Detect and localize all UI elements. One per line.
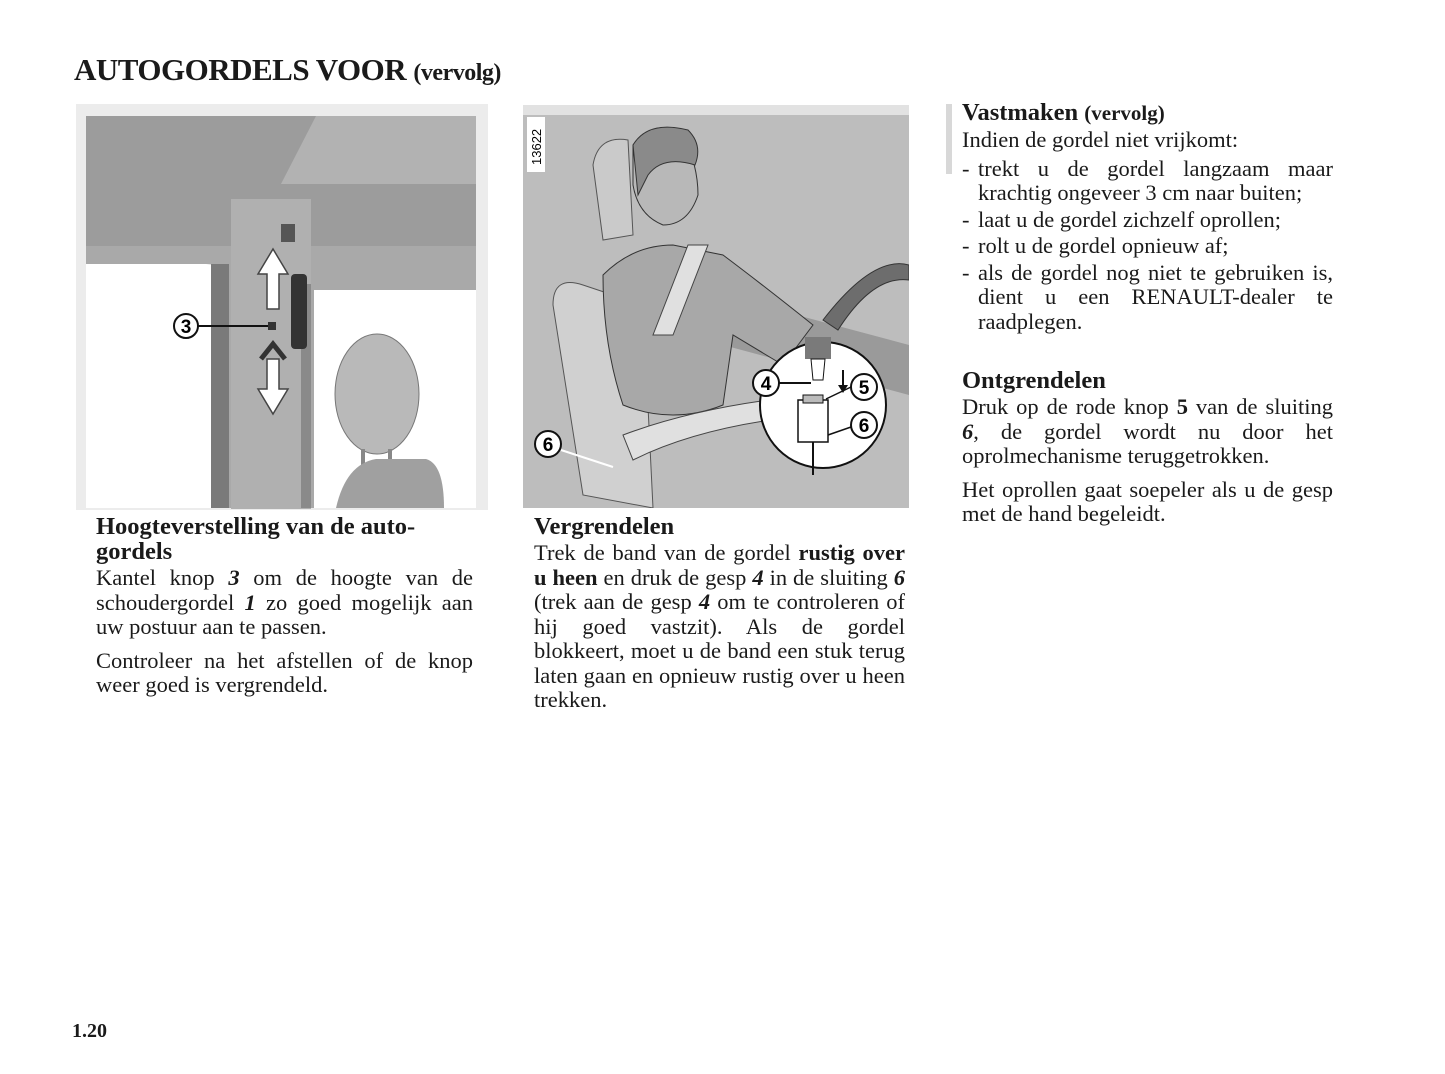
section-locking [534,514,905,722]
text: zo goed mogelijk aan uw postuur aan te passen. [96,589,473,639]
section-height-adjustment [96,514,473,707]
text: om te controleren of hij goed vastzit). Als de gordel blokkeert, moet u de band een stuk terug laten gaan en opnieuw rustig over u heen trekken. [534,589,905,712]
heading-line: Hoogteverstelling van de auto- [96,513,416,540]
ref-number: 6 [962,418,974,444]
figure-fastening-belt [523,105,909,508]
margin-bar [946,104,952,174]
text: in de sluiting [763,564,894,590]
paragraph [96,566,473,640]
list-item: - als de gordel nog niet te gebruiken is, dient u een RENAULT-dealer te raadplegen. [962,261,1333,335]
text: om de hoogte van de schoudergordel [96,565,473,615]
section-fastening [962,100,1333,536]
ref-number: 4 [752,564,764,590]
callout-3: 3 [180,317,192,338]
page-number: 1.20 [72,1020,107,1042]
callout-4: 4 [760,374,772,395]
text: van de sluiting [1187,394,1334,419]
section-heading [962,100,1333,126]
emphasis: rustig over u heen [534,540,905,590]
figure-belt-height-adjuster [76,104,488,510]
list-item: - rolt u de gordel opnieuw af; [962,234,1333,259]
paragraph: Controleer na het afstellen of de knop weer goed is vergrendeld. [96,647,473,697]
section-heading: Vergrendelen [534,513,675,540]
paragraph: Het oprollen gaat soepeler als u de gesp met de hand begeleidt. [962,476,1333,526]
ref-number: 6 [893,564,905,590]
list-item: - trekt u de gordel langzaam maar krachtig ongeveer 3 cm naar buiten; [962,157,1333,206]
list-item: - laat u de gordel zichzelf oprollen; [962,208,1333,233]
title-subtitle: (vervolg) [413,60,501,86]
page-title [74,52,501,88]
text: Kantel knop [96,565,229,590]
text: (trek aan de gesp [534,589,699,614]
callout-6-inset: 6 [858,416,870,437]
text: , de gordel wordt nu door het oprolmechanisme teruggetrokken. [962,418,1333,468]
paragraph [534,541,905,713]
title-text: AUTOGORDELS VOOR [74,52,407,87]
paragraph [962,395,1333,469]
ref-number: 1 [244,589,256,615]
figure-ref-number: 13622 [529,128,544,165]
ref-number: 5 [1176,394,1188,419]
section-heading [96,514,473,564]
heading-text: Vastmaken [962,99,1079,126]
callout-6: 6 [542,435,554,456]
intro-text: Indien de gordel niet vrijkomt: [962,127,1239,152]
ref-number: 3 [228,565,240,590]
text: en druk de gesp [597,564,753,590]
callout-5: 5 [858,378,870,399]
text: Trek de band van de gordel [534,540,799,565]
steps-list [962,157,1333,335]
ref-number: 4 [698,589,711,614]
heading-line: gordels [96,538,173,565]
text: Druk op de rode knop [962,394,1177,419]
heading-sub: (vervolg) [1084,101,1165,125]
section-heading: Ontgrendelen [962,367,1106,394]
